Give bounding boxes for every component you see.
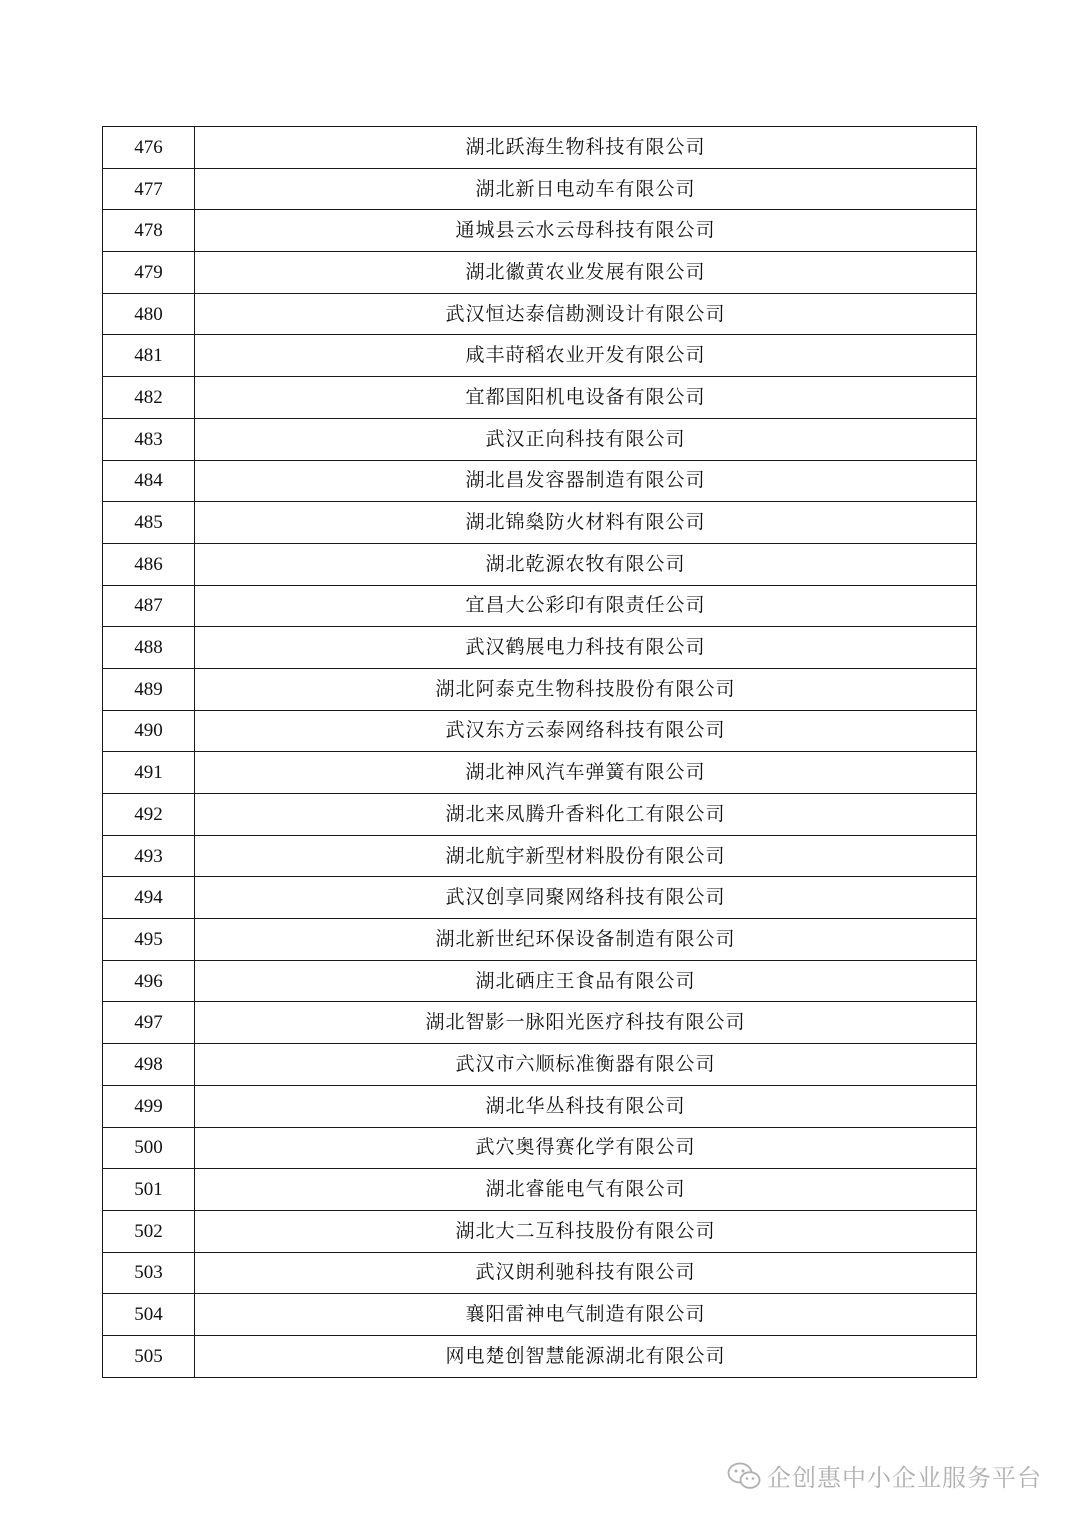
row-number-cell: 495 (103, 919, 195, 961)
company-name-cell: 武汉东方云泰网络科技有限公司 (195, 710, 977, 752)
table-row (103, 502, 977, 544)
table-row (103, 1044, 977, 1086)
company-name-cell: 宜都国阳机电设备有限公司 (195, 377, 977, 419)
row-number-cell: 486 (103, 543, 195, 585)
row-number-cell: 498 (103, 1044, 195, 1086)
row-number-cell: 492 (103, 794, 195, 836)
table-row (103, 1335, 977, 1377)
table-row (103, 752, 977, 794)
company-name-cell: 宜昌大公彩印有限责任公司 (195, 585, 977, 627)
row-number-cell: 484 (103, 460, 195, 502)
company-name-cell: 武汉恒达泰信勘测设计有限公司 (195, 293, 977, 335)
row-number-cell: 480 (103, 293, 195, 335)
table-row (103, 960, 977, 1002)
company-name-cell: 湖北睿能电气有限公司 (195, 1169, 977, 1211)
table-row (103, 335, 977, 377)
table-row (103, 710, 977, 752)
row-number-cell: 476 (103, 127, 195, 169)
row-number-cell: 494 (103, 877, 195, 919)
row-number-cell: 478 (103, 210, 195, 252)
table-row (103, 543, 977, 585)
company-name-cell: 湖北阿泰克生物科技股份有限公司 (195, 668, 977, 710)
row-number-cell: 504 (103, 1294, 195, 1336)
company-name-cell: 湖北新世纪环保设备制造有限公司 (195, 919, 977, 961)
row-number-cell: 491 (103, 752, 195, 794)
row-number-cell: 481 (103, 335, 195, 377)
company-name-cell: 湖北大二互科技股份有限公司 (195, 1210, 977, 1252)
company-name-cell: 武汉朗利驰科技有限公司 (195, 1252, 977, 1294)
row-number-cell: 500 (103, 1127, 195, 1169)
company-name-cell: 湖北徽黄农业发展有限公司 (195, 252, 977, 294)
row-number-cell: 488 (103, 627, 195, 669)
table-row (103, 377, 977, 419)
company-name-cell: 湖北航宇新型材料股份有限公司 (195, 835, 977, 877)
row-number-cell: 490 (103, 710, 195, 752)
row-number-cell: 483 (103, 418, 195, 460)
row-number-cell: 499 (103, 1085, 195, 1127)
table-row (103, 627, 977, 669)
row-number-cell: 501 (103, 1169, 195, 1211)
table-row (103, 293, 977, 335)
company-name-cell: 咸丰莳稻农业开发有限公司 (195, 335, 977, 377)
company-name-cell: 湖北乾源农牧有限公司 (195, 543, 977, 585)
row-number-cell: 482 (103, 377, 195, 419)
row-number-cell: 497 (103, 1002, 195, 1044)
row-number-cell: 493 (103, 835, 195, 877)
company-name-cell: 湖北锦燊防火材料有限公司 (195, 502, 977, 544)
table-row (103, 418, 977, 460)
company-name-cell: 武汉市六顺标准衡器有限公司 (195, 1044, 977, 1086)
table-row (103, 877, 977, 919)
table-row (103, 210, 977, 252)
company-name-cell: 湖北智影一脉阳光医疗科技有限公司 (195, 1002, 977, 1044)
company-name-cell: 湖北来凤腾升香料化工有限公司 (195, 794, 977, 836)
table-row (103, 668, 977, 710)
wechat-icon (727, 1462, 761, 1490)
company-name-cell: 湖北新日电动车有限公司 (195, 168, 977, 210)
table-row (103, 1085, 977, 1127)
row-number-cell: 502 (103, 1210, 195, 1252)
company-name-cell: 武汉正向科技有限公司 (195, 418, 977, 460)
company-name-cell: 湖北华丛科技有限公司 (195, 1085, 977, 1127)
table-row (103, 585, 977, 627)
table-row (103, 1002, 977, 1044)
company-name-cell: 襄阳雷神电气制造有限公司 (195, 1294, 977, 1336)
row-number-cell: 485 (103, 502, 195, 544)
table-row (103, 1210, 977, 1252)
company-name-cell: 武汉创享同聚网络科技有限公司 (195, 877, 977, 919)
row-number-cell: 489 (103, 668, 195, 710)
company-name-cell: 湖北昌发容器制造有限公司 (195, 460, 977, 502)
table-row (103, 1127, 977, 1169)
company-name-cell: 通城县云水云母科技有限公司 (195, 210, 977, 252)
row-number-cell: 487 (103, 585, 195, 627)
company-list-table (102, 126, 977, 1378)
table-row (103, 168, 977, 210)
table-row (103, 1169, 977, 1211)
table-row (103, 252, 977, 294)
company-name-cell: 湖北神风汽车弹簧有限公司 (195, 752, 977, 794)
row-number-cell: 503 (103, 1252, 195, 1294)
table-row (103, 1252, 977, 1294)
table-row (103, 127, 977, 169)
company-name-cell: 湖北跃海生物科技有限公司 (195, 127, 977, 169)
table-row (103, 794, 977, 836)
company-name-cell: 武汉鹤展电力科技有限公司 (195, 627, 977, 669)
table-body (103, 127, 977, 1378)
company-name-cell: 网电楚创智慧能源湖北有限公司 (195, 1335, 977, 1377)
watermark-text: 企创惠中小企业服务平台 (767, 1464, 1042, 1492)
table-row (103, 919, 977, 961)
table-row (103, 460, 977, 502)
table-row (103, 835, 977, 877)
company-name-cell: 湖北硒庄王食品有限公司 (195, 960, 977, 1002)
row-number-cell: 505 (103, 1335, 195, 1377)
row-number-cell: 496 (103, 960, 195, 1002)
watermark (727, 1458, 1042, 1493)
table-row (103, 1294, 977, 1336)
company-name-cell: 武穴奥得赛化学有限公司 (195, 1127, 977, 1169)
row-number-cell: 477 (103, 168, 195, 210)
row-number-cell: 479 (103, 252, 195, 294)
